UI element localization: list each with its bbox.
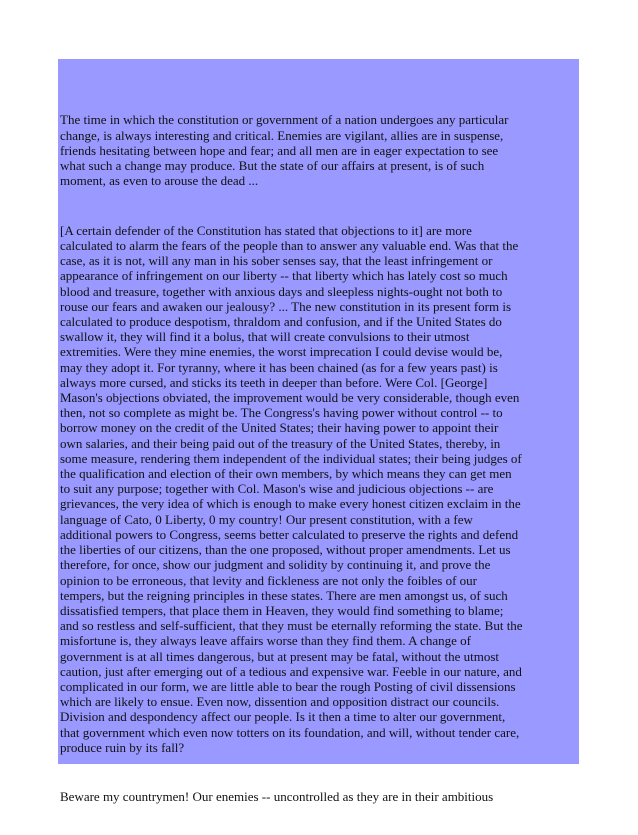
document-text: [60, 82, 578, 835]
paragraph-3: Beware my countrymen! Our enemies -- uncontrolled as they are in their ambitious: [60, 789, 494, 805]
document-page: [58, 59, 579, 805]
paragraph-2: [A certain defender of the Constitution has stated that objections to it] are more calculated to alarm the fears of the people than to answer any valuable end. Was that the case, as it is not, will any man in his sober senses say, that the least infringement or appearance of infringement on our liberty -- that liberty which has lately cost so much blood and treasure, together with anxious days and sleepless nights-ought not both to rouse our fears and awaken our jealousy? ... The new constitution in its present form is calculated to produce despotism, thraldom and confusion, and if the United States do swallow it, they will find it a bolus, that will create convulsions to their utmost extremities. Were they mine enemies, the worst imprecation I could devise would be, may they adopt it. For tyranny, where it has been chained (as for a few years past) is always more cursed, and sticks its teeth in deeper than before. Were Col. [George] Mason's objections obviated, the improvement would be very considerable, though even then, not so complete as might be. The Congress's having power without control -- to borrow money on the credit of the United States; their having power to appoint their own salaries, and their being paid out of the treasury of the United States, thereby, in some measure, rendering them independent of the individual states; their being judges of the qualification and election of their own members, by which means they can get men to suit any purpose; together with Col. Mason's wise and judicious objections -- are grievances, the very idea of which is enough to make every honest citizen exclaim in the language of Cato, 0 Liberty, 0 my country! Our present constitution, with a few additional powers to Congress, seems better calculated to preserve the rights and defend the liberties of our citizens, than the one proposed, without proper amendments. Let us therefore, for once, show our judgment and solidity by continuing it, and prove the opinion to be erroneous, that levity and fickleness are not only the foibles of our tempers, but the reigning principles in these states. There are men amongst us, of such dissatisfied tempers, that place them in Heaven, they would find something to blame; and so restless and self-sufficient, that they must be eternally reforming the state. But the misfortune is, they always leave affairs worse than they find them. A change of government is at all times dangerous, but at present may be fatal, without the utmost caution, just after emerging out of a tedious and expensive war. Feeble in our nature, and complicated in our form, we are little able to bear the rough Posting of civil dissensions which are likely to ensue. Even now, dissention and opposition distract our councils. Division and despondency affect our people. Is it then a time to alter our government, that government which even now totters on its foundation, and will, without tender care, produce ruin by its fall?: [60, 222, 523, 755]
paragraph-1: The time in which the constitution or government of a nation undergoes any particular change, is always interesting and critical. Enemies are vigilant, allies are in suspense, friends hesitating between hope and fear; and all men are in eager expectation to see what such a change may produce. But the state of our affairs at present, is of such moment, as even to arouse the dead ...: [60, 112, 509, 189]
